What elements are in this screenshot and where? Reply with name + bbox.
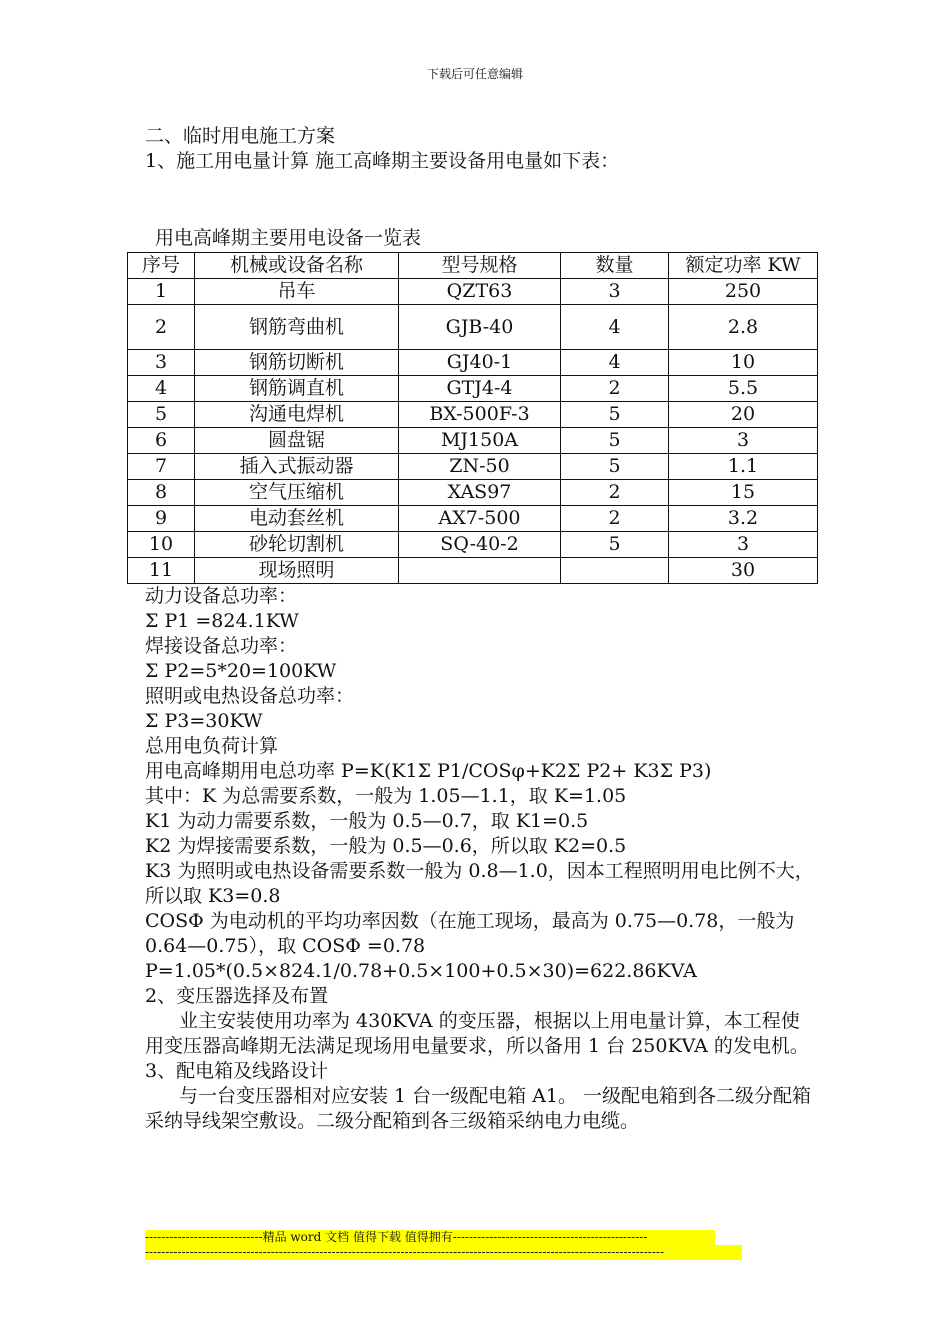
row-model: XAS97 [399, 480, 561, 506]
footer-dash-line: -------------------------------------------------------------------------------------------------------------------------------- [145, 1245, 742, 1260]
header-index: 序号 [128, 253, 195, 279]
table-header-row [128, 253, 818, 279]
row-model: MJ150A [399, 428, 561, 454]
row-quantity: 5 [561, 402, 669, 428]
vertical-spacer [145, 174, 815, 226]
formula-line: 用电高峰期用电总功率 P=K(K1Σ P1/COSφ+K2Σ P2+ K3Σ P3) [145, 760, 712, 782]
body-paragraph: COSΦ 为电动机的平均功率因数（在施工现场，最高为 0.75—0.78，一般为 0.64—0.75），取 COSΦ =0.78 [145, 910, 795, 957]
table-title: 用电高峰期主要用电设备一览表 [155, 227, 422, 249]
equipment-table [127, 252, 818, 584]
row-rated-power: 3.2 [669, 506, 818, 532]
header-equipment-name: 机械或设备名称 [195, 253, 399, 279]
body-line: 焊接设备总功率： [145, 635, 298, 657]
row-model [399, 558, 561, 584]
row-rated-power: 1.1 [669, 454, 818, 480]
body-line: 其中：K 为总需要系数，一般为 1.05—1.1，取 K=1.05 [145, 785, 627, 807]
body-line: 照明或电热设备总功率： [145, 685, 355, 707]
row-equipment-name: 现场照明 [195, 558, 399, 584]
footer-banner-line: -----------------------------精品 word 文档 值得下载 值得拥有------------------------------------------------ [145, 1230, 715, 1245]
formula-line: P=1.05*(0.5×824.1/0.78+0.5×100+0.5×30)=622.86KVA [145, 960, 697, 982]
formula-line: Σ P1 =824.1KW [145, 610, 299, 632]
row-equipment-name: 空气压缩机 [195, 480, 399, 506]
formula-line: Σ P2=5*20=100KW [145, 660, 337, 682]
table-row [128, 350, 818, 376]
table-row [128, 506, 818, 532]
row-index: 3 [128, 350, 195, 376]
body-line: 总用电负荷计算 [145, 735, 279, 757]
section-heading: 3、配电箱及线路设计 [145, 1060, 329, 1082]
table-row [128, 402, 818, 428]
formula-line: Σ P3=30KW [145, 710, 263, 732]
row-rated-power: 3 [669, 428, 818, 454]
row-model: QZT63 [399, 279, 561, 305]
body-line: K2 为焊接需要系数，一般为 0.5—0.6，所以取 K2=0.5 [145, 835, 627, 857]
row-model: BX-500F-3 [399, 402, 561, 428]
row-rated-power: 10 [669, 350, 818, 376]
table-row [128, 480, 818, 506]
row-index: 1 [128, 279, 195, 305]
row-model: ZN-50 [399, 454, 561, 480]
row-model: AX7-500 [399, 506, 561, 532]
row-quantity: 2 [561, 506, 669, 532]
header-quantity: 数量 [561, 253, 669, 279]
row-equipment-name: 吊车 [195, 279, 399, 305]
row-quantity: 2 [561, 480, 669, 506]
row-model: GTJ4-4 [399, 376, 561, 402]
subsection-heading: 1、施工用电量计算 施工高峰期主要设备用电量如下表： [145, 150, 620, 172]
row-index: 11 [128, 558, 195, 584]
table-row [128, 454, 818, 480]
row-equipment-name: 沟通电焊机 [195, 402, 399, 428]
row-equipment-name: 圆盘锯 [195, 428, 399, 454]
row-quantity: 4 [561, 305, 669, 350]
body-paragraph: 与一台变压器相对应安装 1 台一级配电箱 A1。 一级配电箱到各二级分配箱采纳导线架空敷设。二级分配箱到各三级箱采纳电力电缆。 [145, 1085, 812, 1132]
row-model: GJ40-1 [399, 350, 561, 376]
row-index: 4 [128, 376, 195, 402]
row-equipment-name: 钢筋弯曲机 [195, 305, 399, 350]
row-quantity: 2 [561, 376, 669, 402]
row-model: SQ-40-2 [399, 532, 561, 558]
table-row [128, 305, 818, 350]
row-index: 8 [128, 480, 195, 506]
body-line: 所以取 K3=0.8 [145, 885, 281, 907]
table-row [128, 428, 818, 454]
row-equipment-name: 砂轮切割机 [195, 532, 399, 558]
row-index: 5 [128, 402, 195, 428]
row-index: 6 [128, 428, 195, 454]
row-rated-power: 20 [669, 402, 818, 428]
section-heading: 二、临时用电施工方案 [145, 125, 336, 147]
page-header-note: 下载后可任意编辑 [426, 67, 523, 81]
row-rated-power: 15 [669, 480, 818, 506]
section-heading: 2、变压器选择及布置 [145, 985, 329, 1007]
row-index: 2 [128, 305, 195, 350]
row-rated-power: 2.8 [669, 305, 818, 350]
table-row [128, 279, 818, 305]
row-quantity: 5 [561, 428, 669, 454]
row-equipment-name: 钢筋切断机 [195, 350, 399, 376]
table-row [128, 558, 818, 584]
row-index: 9 [128, 506, 195, 532]
row-index: 10 [128, 532, 195, 558]
body-paragraph: 业主安装使用功率为 430KVA 的变压器，根据以上用电量计算，本工程使用变压器高峰期无法满足现场用电量要求，所以备用 1 台 250KVA 的发电机。 [145, 1010, 809, 1057]
row-rated-power: 5.5 [669, 376, 818, 402]
row-rated-power: 30 [669, 558, 818, 584]
body-line: 动力设备总功率： [145, 585, 298, 607]
row-quantity: 3 [561, 279, 669, 305]
row-equipment-name: 插入式振动器 [195, 454, 399, 480]
row-equipment-name: 钢筋调直机 [195, 376, 399, 402]
header-rated-power: 额定功率 KW [669, 253, 818, 279]
body-line: K1 为动力需要系数，一般为 0.5—0.7，取 K1=0.5 [145, 810, 589, 832]
row-equipment-name: 电动套丝机 [195, 506, 399, 532]
row-quantity [561, 558, 669, 584]
row-quantity: 4 [561, 350, 669, 376]
row-model: GJB-40 [399, 305, 561, 350]
body-paragraph: K3 为照明或电热设备需要系数一般为 0.8—1.0，因本工程照明用电比例不大， [145, 860, 814, 882]
row-index: 7 [128, 454, 195, 480]
header-model: 型号规格 [399, 253, 561, 279]
row-rated-power: 250 [669, 279, 818, 305]
document-body [141, 124, 815, 1134]
table-row [128, 376, 818, 402]
table-row [128, 532, 818, 558]
row-rated-power: 3 [669, 532, 818, 558]
row-quantity: 5 [561, 532, 669, 558]
row-quantity: 5 [561, 454, 669, 480]
